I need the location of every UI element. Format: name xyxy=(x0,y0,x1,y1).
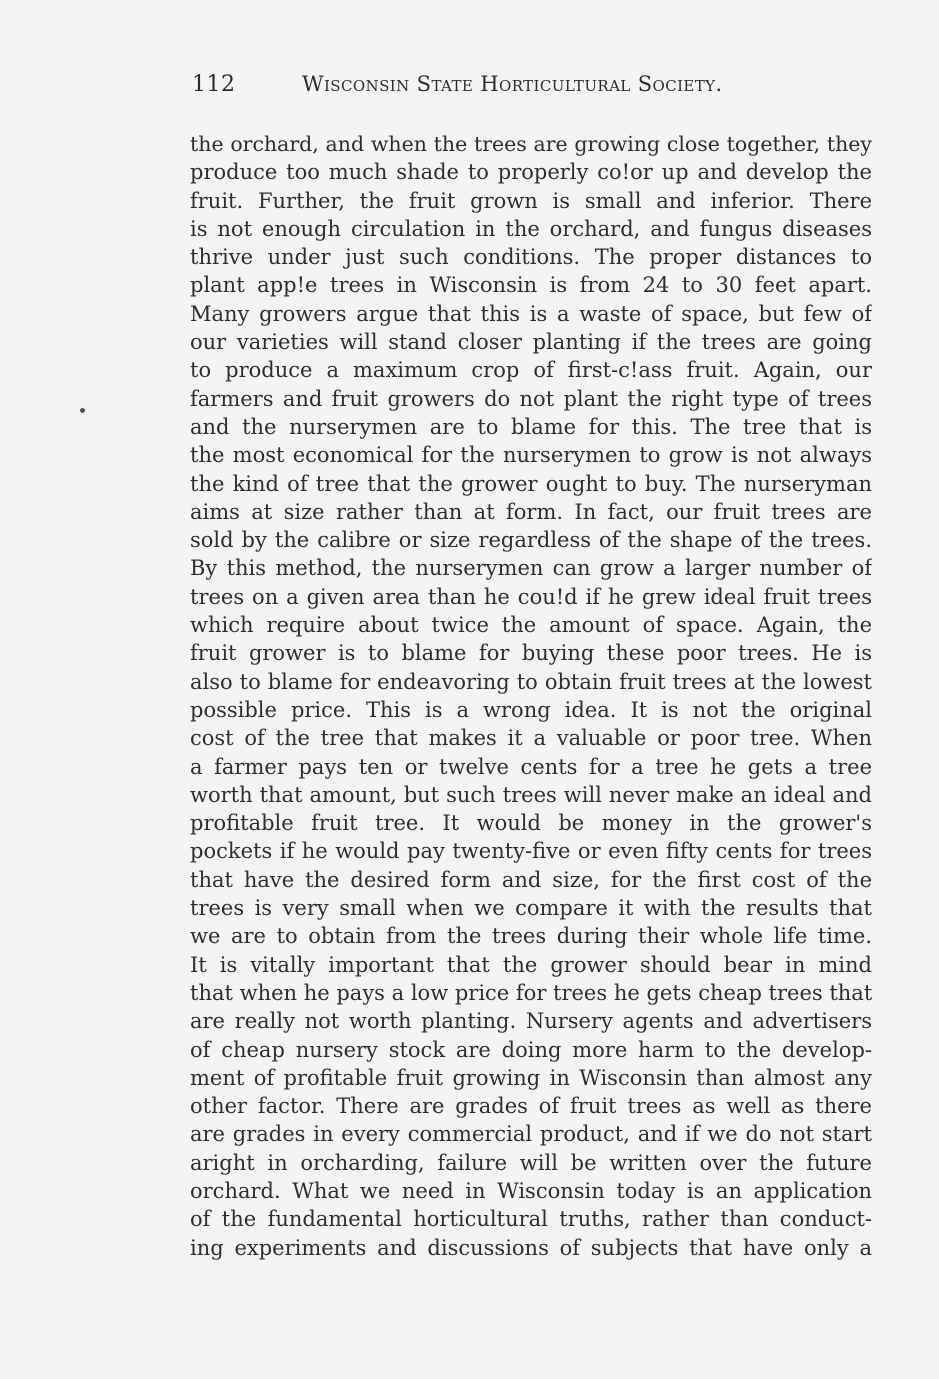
text-line: a farmer pays ten or twelve cents for a tree he gets a tree xyxy=(190,754,872,779)
text-line: trees on a given area than he cou!d if he grew ideal fruit trees xyxy=(190,584,872,609)
text-line: fruit grower is to blame for buying these poor trees. He is xyxy=(190,641,872,666)
text-line: sold by the calibre or size regardless of the shape of the trees. xyxy=(190,528,872,553)
text-line: we are to obtain from the trees during their whole life time. xyxy=(190,924,872,949)
running-title: Wisconsin State Horticultural Society. xyxy=(302,72,723,96)
text-line: the orchard, and when the trees are growing close together, they xyxy=(190,132,872,156)
body-text xyxy=(190,130,872,1262)
text-line: By this method, the nurserymen can grow a larger number of xyxy=(190,556,872,581)
text-line: and the nurserymen are to blame for this. The tree that is xyxy=(190,414,872,439)
text-line: that when he pays a low price for trees he gets cheap trees that xyxy=(190,980,872,1005)
page-number: 112 xyxy=(192,72,236,97)
text-line: of the fundamental horticultural truths, rather than conduct- xyxy=(190,1207,872,1232)
text-line: worth that amount, but such trees will never make an ideal and xyxy=(190,782,872,807)
text-line: aims at size rather than at form. In fact, our fruit trees are xyxy=(190,499,872,524)
text-line: other factor. There are grades of fruit trees as well as there xyxy=(190,1094,872,1119)
text-line: our varieties will stand closer planting if the trees are going xyxy=(190,330,872,355)
text-line: aright in orcharding, failure will be written over the future xyxy=(190,1150,872,1175)
text-line: also to blame for endeavoring to obtain fruit trees at the lowest xyxy=(190,669,872,694)
text-line: is not enough circulation in the orchard, and fungus diseases xyxy=(190,216,872,241)
text-line: profitable fruit tree. It would be money in the grower's xyxy=(190,811,872,836)
text-line: cost of the tree that makes it a valuable or poor tree. When xyxy=(190,726,872,751)
text-line: which require about twice the amount of space. Again, the xyxy=(190,613,872,638)
text-line: thrive under just such conditions. The proper distances to xyxy=(190,245,872,270)
text-line: Many growers argue that this is a waste of space, but few of xyxy=(190,301,872,326)
text-line: of cheap nursery stock are doing more harm to the develop- xyxy=(190,1037,872,1062)
text-line: the kind of tree that the grower ought to buy. The nurseryman xyxy=(190,471,872,496)
text-line: plant app!e trees in Wisconsin is from 24 to 30 feet apart. xyxy=(190,273,872,298)
text-line: are grades in every commercial product, and if we do not start xyxy=(190,1122,872,1147)
text-line: farmers and fruit growers do not plant the right type of trees xyxy=(190,386,872,411)
text-line: ment of profitable fruit growing in Wisconsin than almost any xyxy=(190,1065,872,1090)
text-line: that have the desired form and size, for the first cost of the xyxy=(190,867,872,892)
text-line: trees is very small when we compare it with the results that xyxy=(190,896,872,921)
text-line: to produce a maximum crop of first-c!ass fruit. Again, our xyxy=(190,358,872,383)
text-line: are really not worth planting. Nursery agents and advertisers xyxy=(190,1009,872,1034)
page-header xyxy=(192,72,872,106)
text-line: possible price. This is a wrong idea. It is not the original xyxy=(190,697,872,722)
text-line: pockets if he would pay twenty-five or even fifty cents for trees xyxy=(190,839,872,864)
margin-speck xyxy=(80,408,85,413)
text-line: produce too much shade to properly co!or up and develop the xyxy=(190,160,872,185)
text-line: fruit. Further, the fruit grown is small and inferior. There xyxy=(190,188,872,213)
text-line: ing experiments and discussions of subjects that have only a xyxy=(190,1235,872,1260)
text-line: It is vitally important that the grower should bear in mind xyxy=(190,952,872,977)
text-line: orchard. What we need in Wisconsin today is an application xyxy=(190,1178,872,1203)
text-line: the most economical for the nurserymen to grow is not always xyxy=(190,443,872,468)
